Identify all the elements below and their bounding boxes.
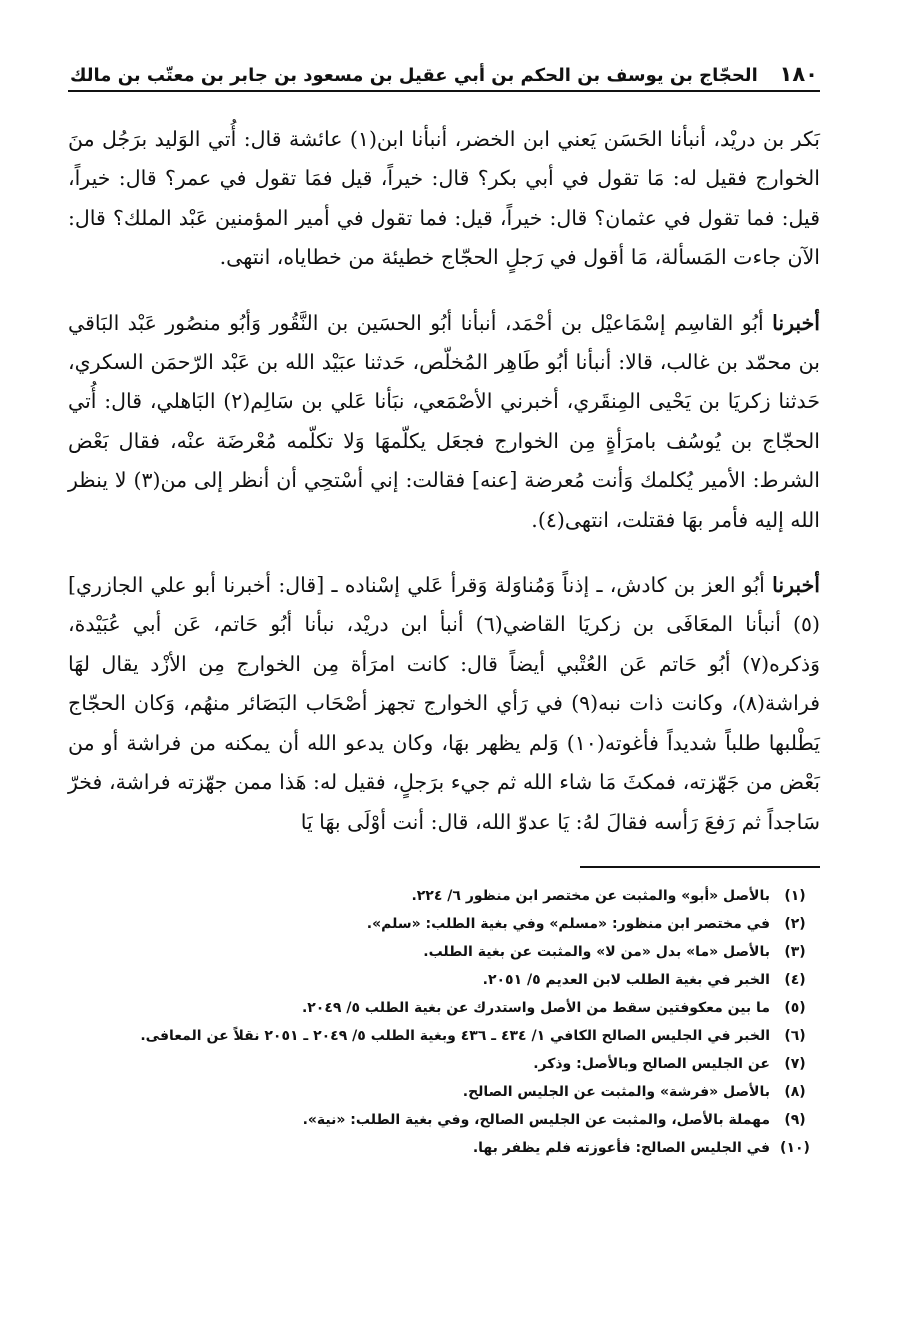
footnote-number: (١٠) bbox=[780, 1139, 810, 1156]
footnote-number: (٥) bbox=[784, 999, 806, 1016]
footnote bbox=[68, 882, 820, 910]
paragraph-2 bbox=[68, 304, 820, 540]
footnote-number: (٤) bbox=[784, 971, 806, 988]
footnote bbox=[68, 910, 820, 938]
footnote-text: ما بين معكوفتين سقط من الأصل واستدرك عن بغية الطلب ٥/ ٢٠٤٩. bbox=[301, 999, 770, 1016]
footnote-text: الخبر في الجليس الصالح الكافي ١/ ٤٣٤ ـ ٤٣٦ وبغية الطلب ٥/ ٢٠٤٩ ـ ٢٠٥١ نقلاً عن المعافى. bbox=[140, 1027, 770, 1044]
footnote-number: (٧) bbox=[784, 1055, 806, 1072]
main-text bbox=[68, 120, 820, 842]
footnote bbox=[68, 994, 820, 1022]
footnote-text: بالأصل «ما» بدل «من لا» والمثبت عن بغية الطلب. bbox=[423, 943, 770, 960]
running-title: الحجّاج بن يوسف بن الحكم بن أبي عقيل بن مسعود بن جابر بن معتّب بن مالك bbox=[70, 65, 758, 86]
paragraph-lead: أخبرنا bbox=[772, 310, 820, 335]
page-number: ١٨٠ bbox=[779, 62, 818, 86]
paragraph-3 bbox=[68, 566, 820, 842]
footnote bbox=[68, 1106, 820, 1134]
footnote bbox=[68, 938, 820, 966]
footnote bbox=[68, 1050, 820, 1078]
footnotes bbox=[140, 866, 820, 1162]
footnote-number: (٦) bbox=[784, 1027, 806, 1044]
paragraph-text: أبُو القاسِم إسْمَاعيْل بن أحْمَد، أنبأنا أبُو الحسَين بن النَّقُور وَأبُو منصُور عَبْد البَاقي بن محمّد بن غالب، قالا: أنبأنا أبُو طَاهِر المُخلّص، حَدثنا عبَيْد الله بن عَبْد الرّحمَن السكري، حَدثنا زكريَا بن يَحْيى المِنقَري، أخبرني الأصْمَعي، نبَأنا عَلي بن سَالِم(٢) البَاهلي، قال: أُتي الحجّاج بن يُوسُف بامرَأةٍ مِن الخوارج فجعَل يكلّمهَا وَلا تكلّمه مُعْرضَة عنْه، فقال بَعْض الشرط: الأمير يُكلمك وَأنت مُعرضة [عنه] فقالت: إني أسْتحِي أن أنظر إلى من(٣) لا ينظر الله إليه فأمر بهَا فقتلت، انتهى(٤). bbox=[68, 310, 820, 532]
paragraph-text: بَكر بن دريْد، أنبأنا الحَسَن يَعني ابن الخضر، أنبأنا ابن(١) عائشة قال: أُتي الوَليد برَجُل منَ الخوارج فقيل له: مَا تقول في أبي بكر؟ قال: خيراً، قيل فمَا تقول في عمر؟ قال: خيراً، قيل: فما تقول في عثمان؟ قال: خيراً، قيل: فما تقول في أمير المؤمنين عَبْد الملك؟ قال: الآن جاءت المَسألة، مَا أقول في رَجلٍ الحجّاج خطيئة من خطاياه، انتهى. bbox=[68, 127, 820, 270]
footnote-number: (٣) bbox=[784, 943, 806, 960]
footnote-text: عن الجليس الصالح وبالأصل: وذكر. bbox=[533, 1055, 770, 1072]
footnote-number: (٩) bbox=[784, 1111, 806, 1128]
footnote bbox=[68, 966, 820, 994]
footnote bbox=[68, 1078, 820, 1106]
footnote-text: مهملة بالأصل، والمثبت عن الجليس الصالح، وفي بغية الطلب: «نية». bbox=[302, 1111, 770, 1128]
book-page bbox=[68, 58, 820, 1162]
paragraph-1 bbox=[68, 120, 820, 278]
footnote-text: الخبر في بغية الطلب لابن العديم ٥/ ٢٠٥١. bbox=[482, 971, 770, 988]
footnote-number: (٢) bbox=[784, 915, 806, 932]
footnote bbox=[68, 1022, 820, 1050]
footnote-text: في مختصر ابن منظور: «مسلم» وفي بغية الطلب: «سلم». bbox=[366, 915, 770, 932]
footnote bbox=[68, 1134, 820, 1162]
footnote-number: (١) bbox=[784, 887, 806, 904]
footnote-text: بالأصل «فرشة» والمثبت عن الجليس الصالح. bbox=[462, 1083, 770, 1100]
page-header bbox=[68, 58, 820, 92]
paragraph-lead: أخبرنا bbox=[772, 573, 820, 598]
footnote-list bbox=[68, 882, 820, 1162]
footnote-text: بالأصل «أبو» والمثبت عن مختصر ابن منظور ٦/ ٢٢٤. bbox=[411, 887, 770, 904]
footnote-number: (٨) bbox=[784, 1083, 806, 1100]
paragraph-text: أبُو العز بن كادش، ـ إذناً وَمُناوَلة وَقرأ عَلي إسْناده ـ [قال: أخبرنا أبو علي الجازري](٥) أنبأنا المعَافَى بن زكريَا القاضي(٦) أنبأ ابن دريْد، نبأنا أبُو حَاتم، عَن أبي عُبَيْدة، وَذكره(٧) أبُو حَاتم عَن العُتْبي أيضاً قال: كانت امرَأة مِن الخوارج مِن الأزْد يقال لهَا فراشة(٨)، وكانت ذات نبه(٩) في رَأي الخوارج تجهز أصْحَاب البَصَائر منهُم، وَكان الحجّاج يَطْلبها طلباً شديداً فأغوته(١٠) وَلم يظهر بهَا، وكان يدعو الله أن يمكنه من فراشة أو من بَعْض من جَهّزته، فمكثَ مَا شاء الله ثم جيء برَجلٍ، فقيل له: هَذا ممن جهّزته فراشة، فخرّ سَاجداً ثم رَفعَ رَأسه فقالَ لهُ: يَا عدوّ الله، قال: أنت أوْلَى بهَا يَا bbox=[68, 573, 820, 834]
footnote-text: في الجليس الصالح: فأعوزته فلم يظفر بها. bbox=[472, 1139, 770, 1156]
